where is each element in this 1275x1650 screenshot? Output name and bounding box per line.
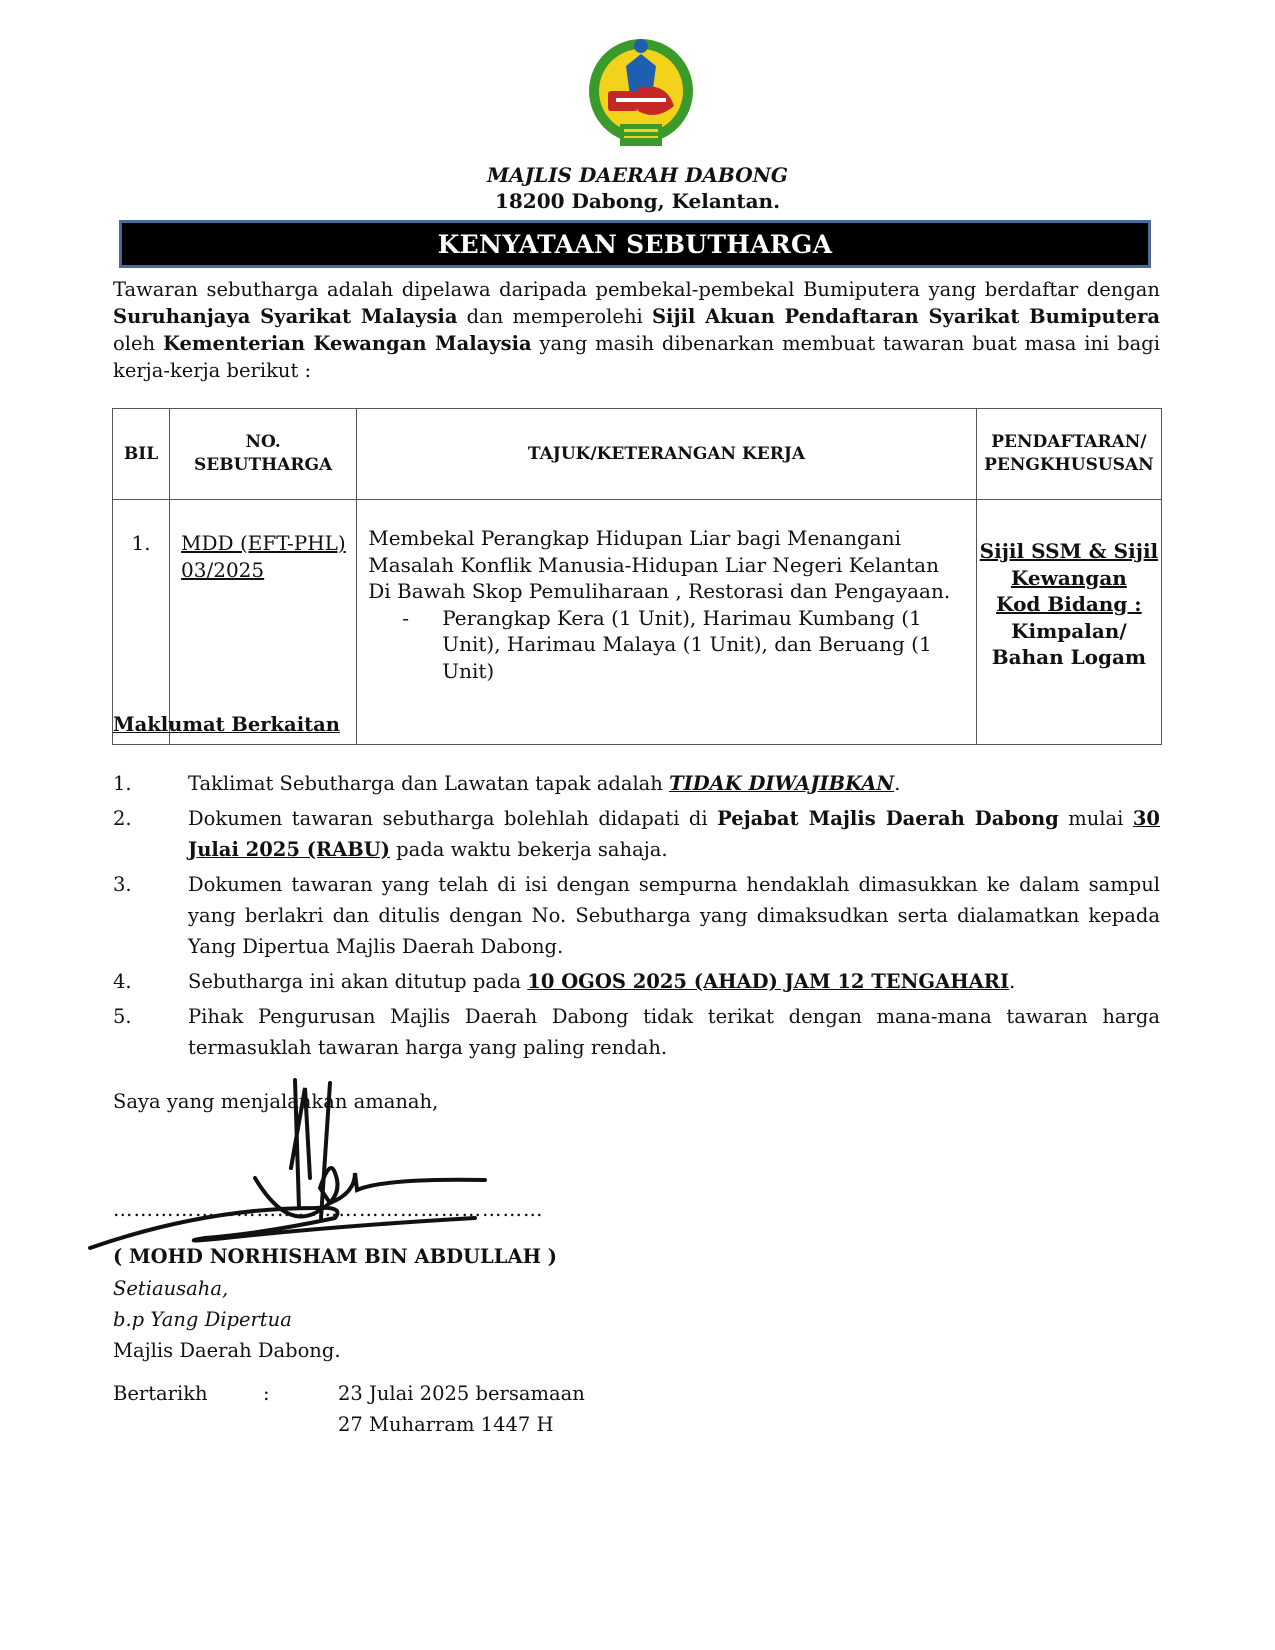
table-row <box>113 500 1162 745</box>
signer-name: ( MOHD NORHISHAM BIN ABDULLAH ) <box>113 1245 558 1268</box>
signer-title-2: b.p Yang Dipertua <box>113 1308 292 1331</box>
intro-bold-sijil: Sijil Akuan Pendaftaran Syarikat Bumiputera <box>651 305 1160 328</box>
intro-text-1: Tawaran sebutharga adalah dipelawa daripada pembekal-pembekal Bumiputera yang berdaftar dengan <box>113 278 1160 301</box>
intro-text-2: dan memperolehi <box>457 305 652 328</box>
intro-text-4: yang masih dibenarkan membuat tawaran buat masa ini bagi kerja-kerja berikut : <box>113 332 1160 382</box>
signer-title-1: Setiausaha, <box>113 1277 229 1300</box>
signature-dots: ……………………………………………………… <box>113 1198 544 1221</box>
signature-image <box>85 1078 535 1278</box>
intro-bold-ssm: Suruhanjaya Syarikat Malaysia <box>113 305 458 328</box>
list-item <box>113 803 1160 865</box>
item-2-end: pada waktu bekerja sahaja. <box>389 838 668 861</box>
row-reg <box>976 500 1161 745</box>
item-number: 5. <box>113 1005 132 1028</box>
header-bil: BIL <box>113 409 170 500</box>
bullet-dash: - <box>402 605 409 630</box>
item-number: 3. <box>113 873 132 896</box>
header-no <box>170 409 357 500</box>
item-number: 1. <box>113 772 132 795</box>
intro-paragraph <box>113 276 1160 384</box>
org-name: MAJLIS DAERAH DABONG <box>487 163 788 187</box>
date-line-2: 27 Muharram 1447 H <box>338 1413 554 1436</box>
row-bil: 1. <box>113 500 170 745</box>
item-number: 2. <box>113 807 132 830</box>
signer-title-3: Majlis Daerah Dabong. <box>113 1339 341 1362</box>
row-reg-line2-text: Kod Bidang : <box>996 592 1142 616</box>
item-2-text: Dokumen tawaran sebutharga bolehlah didapati di <box>188 807 718 830</box>
list-item <box>113 966 1160 997</box>
item-text <box>188 803 1160 865</box>
date-colon: : <box>263 1382 270 1405</box>
list-item <box>113 869 1160 962</box>
header-reg <box>976 409 1161 500</box>
intro-bold-kementerian: Kementerian Kewangan Malaysia <box>162 332 532 355</box>
list-item <box>113 768 1160 799</box>
item-1-text: Taklimat Sebutharga dan Lawatan tapak adalah <box>188 772 670 795</box>
quotation-table <box>112 408 1162 745</box>
item-text: Pihak Pengurusan Majlis Daerah Dabong tidak terikat dengan mana-mana tawaran harga termasuklah tawaran harga yang paling rendah. <box>188 1005 1160 1059</box>
header-no-text: NO. SEBUTHARGA <box>194 432 333 475</box>
banner-title-text: KENYATAAN SEBUTHARGA <box>437 229 833 259</box>
item-text <box>188 966 1160 997</box>
row-desc-bullet <box>368 605 966 685</box>
item-4-text: Sebutharga ini akan ditutup pada <box>188 970 528 993</box>
item-number: 4. <box>113 970 132 993</box>
header-reg-line2: PENGKHUSUSAN <box>984 455 1154 475</box>
row-no: MDD (EFT-PHL) 03/2025 <box>170 500 357 745</box>
list-item <box>113 1001 1160 1063</box>
item-text: Dokumen tawaran yang telah di isi dengan sempurna hendaklah dimasukkan ke dalam sampul yang berlakri dan ditulis dengan No. Sebutharga yang dimaksudkan serta dialamatkan kepada Yang Dipertua Majlis Daerah Dabong. <box>188 873 1160 958</box>
closing-line: Saya yang menjalankan amanah, <box>113 1090 439 1113</box>
row-desc-text: Membekal Perangkap Hidupan Liar bagi Menangani Masalah Konflik Manusia-Hidupan Liar Negeri Kelantan Di Bawah Skop Pemuliharaan , Restorasi dan Pengayaan. <box>368 526 951 603</box>
org-address: 18200 Dabong, Kelantan. <box>494 189 781 213</box>
item-1-highlight: TIDAK DIWAJIBKAN <box>669 772 895 795</box>
date-label: Bertarikh <box>113 1382 208 1405</box>
banner-title <box>119 220 1151 268</box>
item-4-end: . <box>1009 970 1016 993</box>
intro-text-3: oleh <box>113 332 163 355</box>
council-logo <box>586 36 696 156</box>
item-2-office: Pejabat Majlis Daerah Dabong <box>717 807 1059 830</box>
row-reg-line1-text: Sijil SSM & Sijil Kewangan <box>979 539 1159 590</box>
header-reg-line1: PENDAFTARAN/ <box>991 432 1147 452</box>
table-header-row <box>113 409 1162 500</box>
item-2-mid: mulai <box>1058 807 1133 830</box>
row-desc <box>357 500 977 745</box>
row-reg-line1 <box>978 538 1160 591</box>
bullet-text: Perangkap Kera (1 Unit), Harimau Kumbang (1 Unit), Harimau Malaya (1 Unit), dan Beruang (1 Unit) <box>442 605 932 683</box>
info-list <box>113 768 1160 1067</box>
item-text <box>188 768 1160 799</box>
maklumat-heading: Maklumat Berkaitan <box>113 713 340 736</box>
item-2-date: 30 Julai 2025 (RABU) <box>188 807 1160 861</box>
date-line-1: 23 Julai 2025 bersamaan <box>338 1382 585 1405</box>
item-1-end: . <box>894 772 901 795</box>
header-desc: TAJUK/KETERANGAN KERJA <box>357 409 977 500</box>
row-reg-line2 <box>978 591 1160 618</box>
row-reg-line3: Kimpalan/ Bahan Logam <box>991 618 1147 669</box>
item-4-deadline: 10 OGOS 2025 (AHAD) JAM 12 TENGAHARI <box>527 970 1010 993</box>
